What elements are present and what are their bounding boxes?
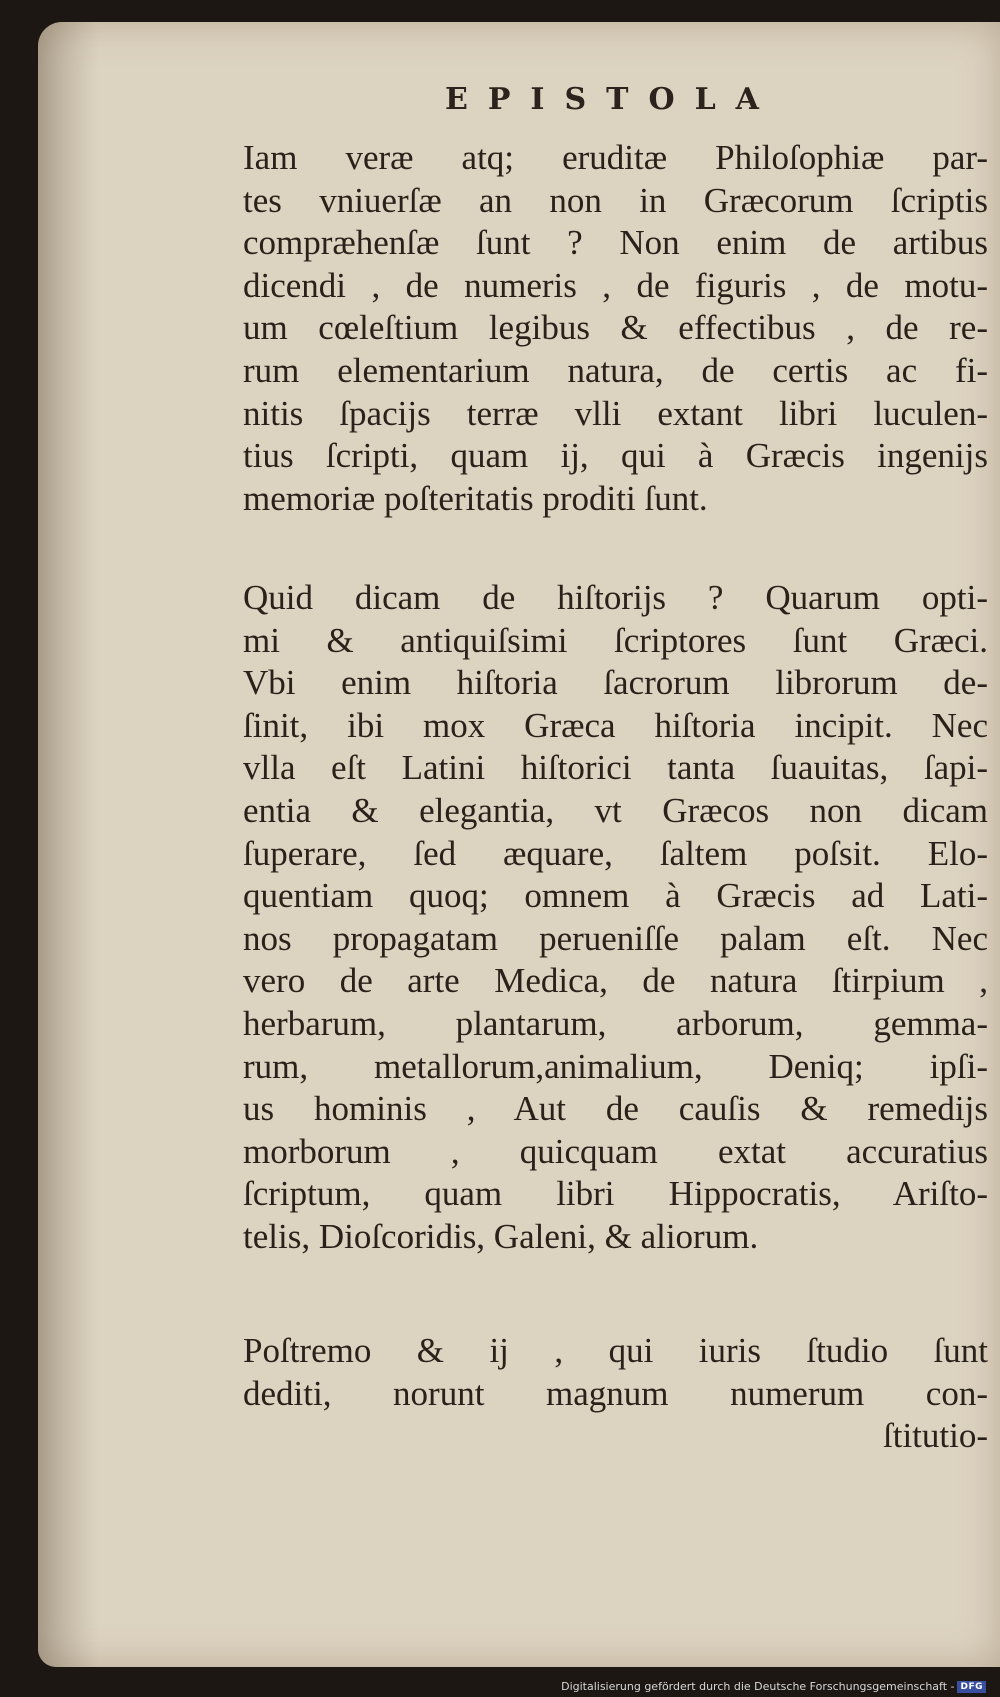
text-line: ſcriptum, quam libri Hippocratis, Ariſto- xyxy=(243,1174,988,1214)
text-line: herbarum, plantarum, arborum, gemma- xyxy=(243,1003,988,1043)
text-line: quentiam quoq; omnem à Græcis ad Lati- xyxy=(243,876,988,916)
paragraph-3 xyxy=(243,1330,988,1458)
text-line: morborum , quicquam extat accuratius xyxy=(243,1131,988,1171)
text-line: Vbi enim hiſtoria ſacrorum librorum de- xyxy=(243,663,988,703)
text-line: Iam veræ atq; eruditæ Philoſophiæ par- xyxy=(243,138,988,177)
paragraph-1 xyxy=(243,137,988,520)
text-line: vero de arte Medica, de natura ſtirpium , xyxy=(243,961,988,1001)
text-line: entia & elegantia, vt Græcos non dicam xyxy=(243,790,988,830)
catchword: ſtitutio- xyxy=(883,1416,988,1456)
digitization-credit xyxy=(561,1680,986,1693)
page-header: EPISTOLA xyxy=(445,82,779,117)
text-line: ſinit, ibi mox Græca hiſtoria incipit. Nec xyxy=(243,705,988,745)
text-line: um cœleſtium legibus & effectibus , de re- xyxy=(243,308,988,348)
text-line: vlla eſt Latini hiſtorici tanta ſuauitas, ſapi- xyxy=(243,748,988,788)
footer-text: Digitalisierung gefördert durch die Deutsche Forschungsgemeinschaft - xyxy=(561,1680,955,1693)
text-line: tes vniuerſæ an non in Græcorum ſcriptis xyxy=(243,180,988,220)
paragraph-2 xyxy=(243,577,988,1259)
text-line: mi & antiquiſsimi ſcriptores ſunt Græci. xyxy=(243,620,988,660)
text-line: Quid dicam de hiſtorijs ? Quarum opti- xyxy=(243,578,988,617)
text-line: rum elementarium natura, de certis ac fi- xyxy=(243,350,988,390)
text-line: rum, metallorum,animalium, Deniq; ipſi- xyxy=(243,1046,988,1086)
text-line: nitis ſpacijs terræ vlli extant libri luculen- xyxy=(243,393,988,433)
text-line: dicendi , de numeris , de figuris , de motu- xyxy=(243,265,988,305)
text-line: memoriæ poſteritatis proditi ſunt. xyxy=(243,478,708,518)
page-gutter-shadow xyxy=(38,22,98,1667)
text-line: dediti, norunt magnum numerum con- xyxy=(243,1373,988,1413)
text-line: us hominis , Aut de cauſis & remedijs xyxy=(243,1089,988,1129)
text-line: compræhenſæ ſunt ? Non enim de artibus xyxy=(243,223,988,263)
text-line: nos propagatam perueniſſe palam eſt. Nec xyxy=(243,918,988,958)
text-line: ſuperare, ſed æquare, ſaltem poſsit. Elo- xyxy=(243,833,988,873)
dfg-logo: DFG xyxy=(957,1681,986,1693)
text-line: tius ſcripti, quam ij, qui à Græcis ingenijs xyxy=(243,436,988,476)
text-line: Poſtremo & ij , qui iuris ſtudio ſunt xyxy=(243,1331,988,1370)
text-line: telis, Dioſcoridis, Galeni, & aliorum. xyxy=(243,1216,759,1256)
